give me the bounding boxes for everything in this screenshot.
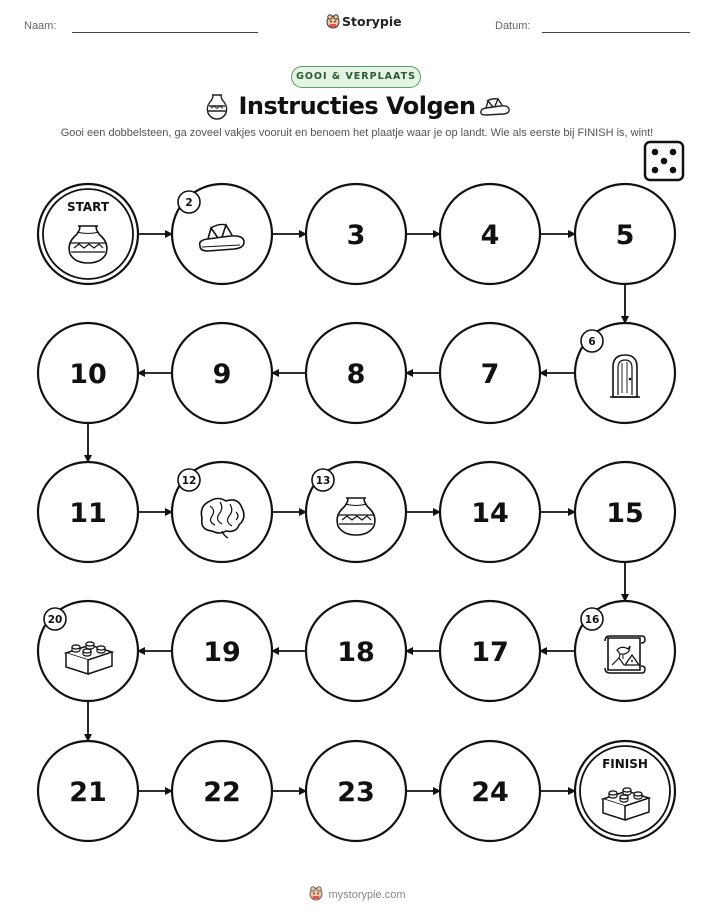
space-number: 18	[337, 637, 375, 668]
space-number: 19	[203, 637, 241, 668]
space-number: 15	[606, 498, 644, 529]
space-number: 10	[69, 359, 107, 390]
board-space-17	[440, 601, 540, 701]
space-number: 16	[584, 614, 600, 626]
space-number: 3	[346, 220, 366, 251]
space-number: 22	[203, 777, 241, 808]
footer-text: mystorypie.com	[328, 889, 406, 901]
instructions-text: Gooi een dobbelsteen, ga zoveel vakjes vooruit en benoem het plaatje waar je op landt. Wie als eerste bij FINISH is, wint!	[60, 127, 654, 139]
space-number: 17	[471, 637, 509, 668]
space-number: 20	[47, 614, 63, 626]
board-space-20	[38, 601, 138, 701]
space-number: 9	[212, 359, 232, 390]
space-number: 12	[181, 475, 197, 487]
board-space-1	[38, 184, 138, 284]
map-scroll-icon	[605, 636, 645, 673]
board-space-25	[575, 741, 675, 841]
space-number: 21	[69, 777, 107, 808]
board-space-10	[38, 323, 138, 423]
board-space-6	[575, 323, 675, 423]
board-space-9	[172, 323, 272, 423]
board-space-3	[306, 184, 406, 284]
brand-name: Storypie	[342, 14, 402, 29]
board-space-21	[38, 741, 138, 841]
board-space-7	[440, 323, 540, 423]
board-space-13	[306, 462, 406, 562]
board-space-18	[306, 601, 406, 701]
space-number: 23	[337, 777, 375, 808]
date-label: Datum:	[495, 20, 531, 32]
space-number: 24	[471, 777, 509, 808]
activity-badge: GOOI & VERPLAATS	[291, 66, 421, 88]
board-space-19	[172, 601, 272, 701]
board-space-16	[575, 601, 675, 701]
board-space-15	[575, 462, 675, 562]
board-space-24	[440, 741, 540, 841]
footer-url	[260, 885, 454, 901]
space-number: 14	[471, 498, 509, 529]
space-number: 8	[346, 359, 366, 390]
board-space-2	[172, 184, 272, 284]
space-number: 5	[615, 220, 635, 251]
space-number: 7	[480, 359, 500, 390]
space-number: 13	[315, 475, 331, 487]
board-space-4	[440, 184, 540, 284]
space-number: 11	[69, 498, 107, 529]
door-icon	[610, 355, 640, 397]
space-number: 4	[480, 220, 500, 251]
name-label: Naam:	[24, 20, 57, 32]
board-space-14	[440, 462, 540, 562]
board-space-22	[172, 741, 272, 841]
board-space-5	[575, 184, 675, 284]
space-number: 6	[588, 336, 596, 348]
footer-logo-icon	[308, 885, 324, 901]
finish-label: FINISH	[602, 757, 648, 771]
board-space-11	[38, 462, 138, 562]
start-label: START	[66, 200, 110, 214]
space-number: 2	[185, 197, 193, 209]
board-space-12	[172, 462, 272, 562]
board-spaces	[38, 184, 675, 841]
board-space-23	[306, 741, 406, 841]
board-space-8	[306, 323, 406, 423]
page-title: Instructies Volgen	[238, 92, 476, 120]
